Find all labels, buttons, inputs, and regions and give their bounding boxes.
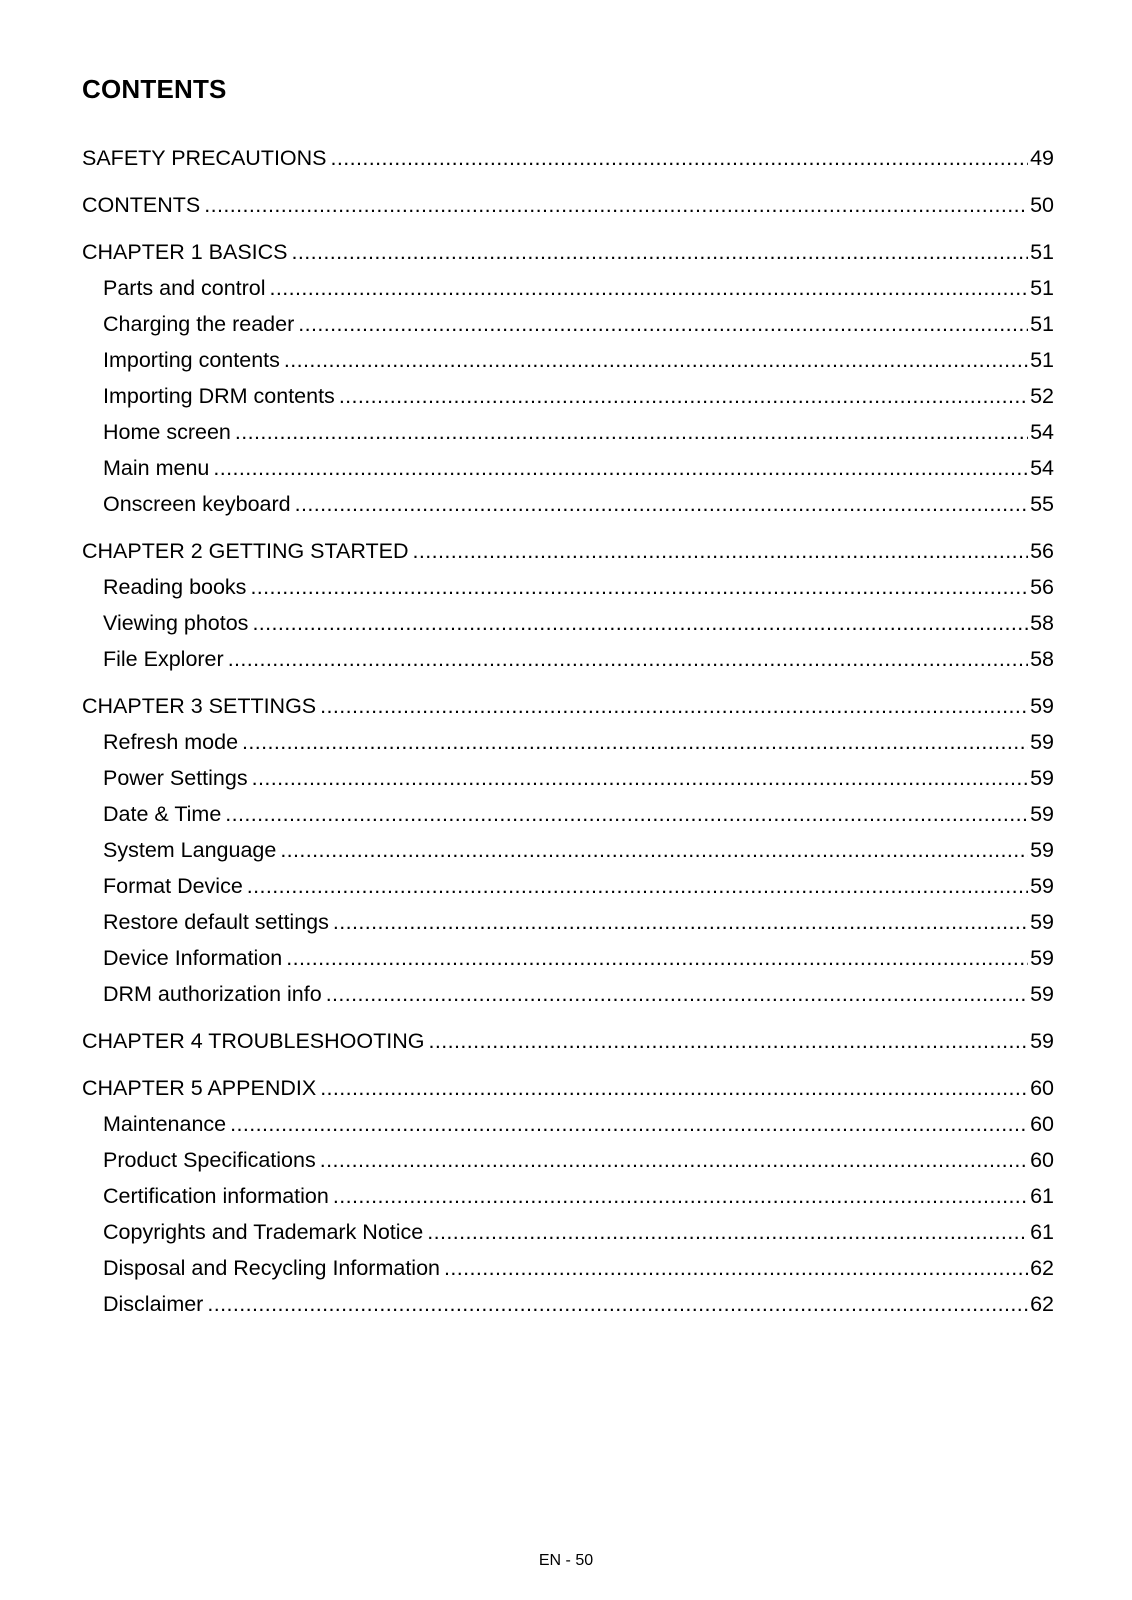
dot-leader: [298, 306, 1028, 342]
toc-section-entry[interactable]: [82, 1286, 1054, 1322]
toc-section-entry[interactable]: [82, 868, 1054, 904]
toc-section-entry[interactable]: [82, 306, 1054, 342]
toc-entry-page-number: 59: [1030, 730, 1054, 754]
toc-entry-label: CHAPTER 4 TROUBLESHOOTING: [82, 1029, 425, 1053]
toc-entry-label: SAFETY PRECAUTIONS: [82, 146, 327, 170]
toc-entry-label: Restore default settings: [103, 910, 329, 934]
dot-leader: [242, 724, 1028, 760]
toc-entry-page-number: 51: [1030, 348, 1054, 372]
dot-leader: [333, 904, 1028, 940]
toc-entry-label: Format Device: [103, 874, 243, 898]
dot-leader: [247, 868, 1028, 904]
toc-entry-label: CHAPTER 2 GETTING STARTED: [82, 539, 409, 563]
toc-entry-label: Viewing photos: [103, 611, 249, 635]
dot-leader: [339, 378, 1028, 414]
toc-entry-label: Charging the reader: [103, 312, 295, 336]
toc-section-entry[interactable]: [82, 414, 1054, 450]
toc-section-entry[interactable]: [82, 940, 1054, 976]
dot-leader: [292, 234, 1029, 270]
toc-entry-page-number: 59: [1030, 946, 1054, 970]
toc-entry-label: Copyrights and Trademark Notice: [103, 1220, 424, 1244]
toc-entry-page-number: 55: [1030, 492, 1054, 516]
toc-entry-label: Parts and control: [103, 276, 266, 300]
toc-chapter-entry[interactable]: [82, 1023, 1054, 1059]
toc-entry-page-number: 58: [1030, 611, 1054, 635]
dot-leader: [413, 533, 1029, 569]
toc-entry-page-number: 49: [1030, 146, 1054, 170]
toc-entry-label: Home screen: [103, 420, 231, 444]
dot-leader: [207, 1286, 1028, 1322]
toc-entry-label: CONTENTS: [82, 193, 201, 217]
toc-chapter-entry[interactable]: [82, 1070, 1054, 1106]
dot-leader: [320, 1070, 1028, 1106]
dot-leader: [235, 414, 1028, 450]
toc-entry-page-number: 56: [1030, 575, 1054, 599]
toc-entry-page-number: 59: [1030, 982, 1054, 1006]
toc-entry-label: Importing DRM contents: [103, 384, 335, 408]
toc-entry-label: Date & Time: [103, 802, 222, 826]
dot-leader: [270, 270, 1029, 306]
page-number-footer: EN - 50: [538, 1552, 594, 1569]
toc-entry-label: Refresh mode: [103, 730, 239, 754]
toc-entry-page-number: 54: [1030, 456, 1054, 480]
toc-section-entry[interactable]: [82, 1142, 1054, 1178]
dot-leader: [428, 1023, 1028, 1059]
toc-chapter-entry[interactable]: [82, 688, 1054, 724]
toc-entry-page-number: 51: [1030, 276, 1054, 300]
toc-entry-label: Reading books: [103, 575, 247, 599]
toc-section-entry[interactable]: [82, 486, 1054, 522]
toc-chapter-entry[interactable]: [82, 533, 1054, 569]
toc-entry-page-number: 62: [1030, 1256, 1054, 1280]
toc-entry-page-number: 60: [1030, 1148, 1054, 1172]
dot-leader: [230, 1106, 1028, 1142]
table-of-contents: [82, 140, 1054, 1322]
toc-section-entry[interactable]: [82, 904, 1054, 940]
toc-entry-page-number: 51: [1030, 240, 1054, 264]
toc-section-entry[interactable]: [82, 605, 1054, 641]
toc-section-entry[interactable]: [82, 724, 1054, 760]
toc-section-entry[interactable]: [82, 1214, 1054, 1250]
toc-section-entry[interactable]: [82, 760, 1054, 796]
toc-entry-page-number: 62: [1030, 1292, 1054, 1316]
dot-leader: [333, 1178, 1028, 1214]
dot-leader: [320, 1142, 1028, 1178]
toc-entry-page-number: 59: [1030, 910, 1054, 934]
dot-leader: [427, 1214, 1028, 1250]
toc-entry-label: CHAPTER 5 APPENDIX: [82, 1076, 317, 1100]
toc-section-entry[interactable]: [82, 1106, 1054, 1142]
toc-entry-label: DRM authorization info: [103, 982, 322, 1006]
toc-entry-label: Disclaimer: [103, 1292, 204, 1316]
toc-entry-label: Device Information: [103, 946, 283, 970]
toc-entry-page-number: 50: [1030, 193, 1054, 217]
toc-chapter-entry[interactable]: [82, 140, 1054, 176]
toc-entry-page-number: 54: [1030, 420, 1054, 444]
toc-section-entry[interactable]: [82, 641, 1054, 677]
toc-entry-page-number: 59: [1030, 766, 1054, 790]
toc-entry-label: Product Specifications: [103, 1148, 316, 1172]
toc-entry-label: Main menu: [103, 456, 210, 480]
toc-section-entry[interactable]: [82, 976, 1054, 1012]
toc-entry-label: Maintenance: [103, 1112, 227, 1136]
toc-entry-label: File Explorer: [103, 647, 224, 671]
toc-section-entry[interactable]: [82, 1178, 1054, 1214]
toc-entry-page-number: 59: [1030, 802, 1054, 826]
toc-chapter-entry[interactable]: [82, 234, 1054, 270]
toc-chapter-entry[interactable]: [82, 187, 1054, 223]
toc-entry-page-number: 52: [1030, 384, 1054, 408]
toc-entry-label: Power Settings: [103, 766, 248, 790]
toc-entry-label: Importing contents: [103, 348, 280, 372]
toc-entry-page-number: 59: [1030, 838, 1054, 862]
dot-leader: [213, 450, 1028, 486]
toc-section-entry[interactable]: [82, 378, 1054, 414]
dot-leader: [286, 940, 1028, 976]
toc-entry-page-number: 58: [1030, 647, 1054, 671]
dot-leader: [252, 605, 1028, 641]
toc-entry-page-number: 56: [1030, 539, 1054, 563]
toc-section-entry[interactable]: [82, 796, 1054, 832]
toc-entry-page-number: 59: [1030, 1029, 1054, 1053]
dot-leader: [228, 641, 1028, 677]
dot-leader: [295, 486, 1028, 522]
toc-section-entry[interactable]: [82, 342, 1054, 378]
toc-entry-label: Disposal and Recycling Information: [103, 1256, 440, 1280]
page-title: CONTENTS: [82, 74, 227, 104]
toc-section-entry[interactable]: [82, 1250, 1054, 1286]
dot-leader: [284, 342, 1028, 378]
toc-entry-page-number: 61: [1030, 1184, 1054, 1208]
toc-entry-page-number: 60: [1030, 1112, 1054, 1136]
toc-entry-page-number: 59: [1030, 874, 1054, 898]
toc-section-entry[interactable]: [82, 270, 1054, 306]
dot-leader: [280, 832, 1028, 868]
dot-leader: [320, 688, 1028, 724]
dot-leader: [331, 140, 1029, 176]
toc-entry-label: System Language: [103, 838, 277, 862]
toc-entry-label: CHAPTER 3 SETTINGS: [82, 694, 317, 718]
toc-section-entry[interactable]: [82, 832, 1054, 868]
toc-section-entry[interactable]: [82, 450, 1054, 486]
dot-leader: [250, 569, 1028, 605]
toc-entry-page-number: 59: [1030, 694, 1054, 718]
dot-leader: [252, 760, 1028, 796]
toc-entry-label: CHAPTER 1 BASICS: [82, 240, 288, 264]
toc-entry-page-number: 60: [1030, 1076, 1054, 1100]
dot-leader: [326, 976, 1028, 1012]
toc-entry-page-number: 51: [1030, 312, 1054, 336]
toc-entry-page-number: 61: [1030, 1220, 1054, 1244]
dot-leader: [204, 187, 1028, 223]
toc-entry-label: Certification information: [103, 1184, 329, 1208]
toc-entry-label: Onscreen keyboard: [103, 492, 291, 516]
toc-section-entry[interactable]: [82, 569, 1054, 605]
dot-leader: [444, 1250, 1028, 1286]
dot-leader: [225, 796, 1028, 832]
